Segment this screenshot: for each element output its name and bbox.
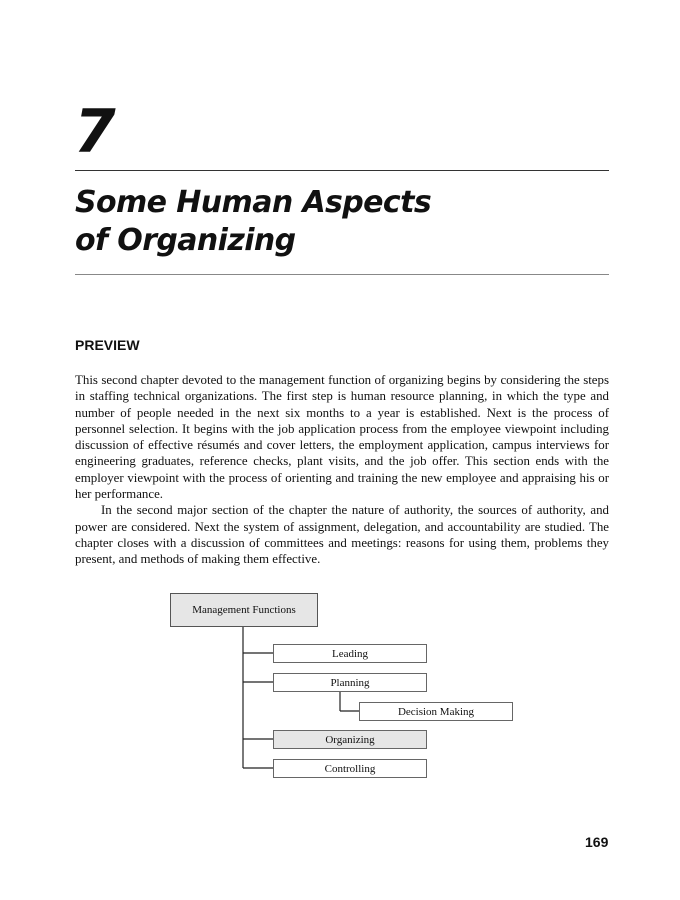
title-rule-top xyxy=(75,170,609,171)
chapter-title-line-1: Some Human Aspects xyxy=(75,185,432,220)
preview-heading: PREVIEW xyxy=(75,337,140,353)
title-rule-bottom xyxy=(75,274,609,275)
node-controlling: Controlling xyxy=(273,759,427,778)
chapter-number: 7 xyxy=(74,97,115,167)
node-organizing: Organizing xyxy=(273,730,427,749)
chapter-title xyxy=(75,184,609,260)
preview-paragraph-2: In the second major section of the chapter the nature of authority, the sources of authority, and power are considered. Next the system of assignment, delegation, and accountability are studied. The chapter closes with a discussion of committees and meetings: reasons for using them, problems they present, and methods of making them effective. xyxy=(75,503,609,567)
node-leading: Leading xyxy=(273,644,427,663)
preview-paragraph-1: This second chapter devoted to the management function of organizing begins by considering the steps in staffing technical organizations. The first step is human resource planning, in which the type and number of people needed in the next six months to a year is established. Next is the process of personnel selection. It begins with the job application process from the employee viewpoint including discussion of effective résumés and cover letters, the employment application, campus interviews for engineering graduates, reference checks, plant visits, and the job offer. This section ends with the employer viewpoint with the process of orienting and training the new employee and appraising his or her performance. xyxy=(75,373,609,502)
node-planning: Planning xyxy=(273,673,427,692)
preview-body xyxy=(75,372,609,568)
node-decision-making: Decision Making xyxy=(359,702,513,721)
node-management-functions: Management Functions xyxy=(170,593,318,627)
page-number: 169 xyxy=(585,834,609,850)
chapter-title-line-2: of Organizing xyxy=(75,223,296,258)
